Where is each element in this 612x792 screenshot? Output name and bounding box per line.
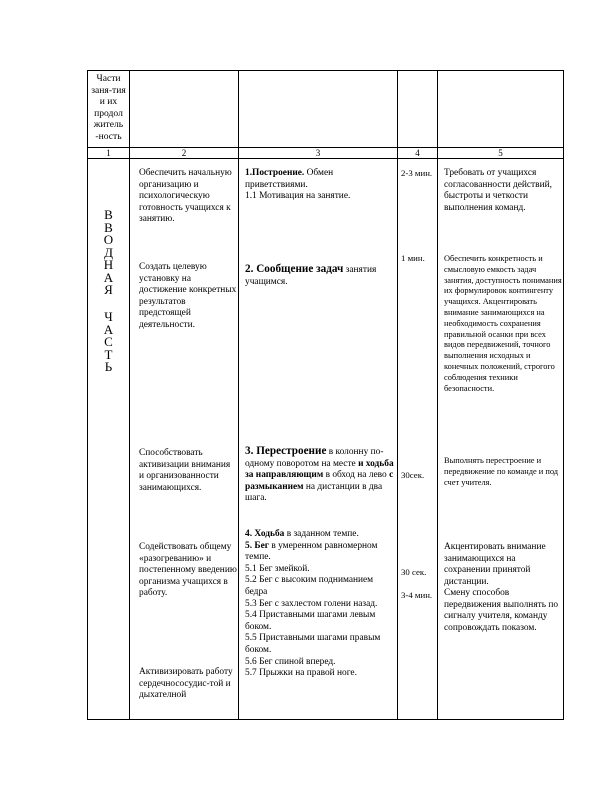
step-5-text: в умеренном равномерном темпе.	[245, 540, 378, 563]
section-title-word-2	[88, 311, 129, 374]
column-number-3: 3	[239, 148, 398, 159]
header-cell-parts	[88, 71, 130, 148]
step-2-text: занятия учащимся.	[245, 265, 377, 287]
method-note-1: Требовать от учащихся согласованности действий, быстроты и четкости выполнения команд.	[444, 168, 552, 213]
dosage-1: 2-3 мин.	[401, 168, 433, 178]
method-note-2: Обеспечить конкретность и смысловую емкость задач занятия, доступность понимания их формулировок контингенту учащихся. Акцентировать внимание занимающихся на необходимость сохранения правильной осанки при всех видов передвижений, точного выполнения исходных и конечных положений, строгого соблюдения техники безопасности.	[444, 254, 562, 393]
step-1-text: Обмен приветствиями.	[245, 168, 334, 190]
step-5-1: 5.1 Бег змейкой.	[245, 563, 310, 574]
step-1	[245, 168, 397, 203]
step-5-4: 5.4 Приставными шагами левым боком.	[245, 610, 376, 632]
column-number-2: 2	[130, 148, 239, 159]
step-3-title: 3. Перестроение	[245, 445, 327, 457]
goal-1: Обеспечить начальную организацию и психологическую готовность учащихся к занятию.	[139, 168, 232, 225]
header-cell-2	[130, 71, 239, 148]
step-3-text-1: в колонну по-одному поворотом на месте	[245, 447, 384, 469]
step-3-bold-2: и ходьба за направляющим	[245, 458, 394, 481]
header-row	[88, 71, 564, 148]
dosage-4: 30 сек.	[401, 567, 427, 577]
header-cell-3	[239, 71, 398, 148]
section-title-vertical-1: В В О Д Н А Я	[103, 207, 114, 297]
step-5-5: 5.5 Приставными шагами правым боком.	[245, 633, 381, 655]
method-note-5: Смену способов передвижения выполнять по сигналу учителя, команду сопровождать показом.	[444, 588, 559, 633]
column-number-1: 1	[88, 148, 130, 159]
methods-cell	[438, 159, 564, 720]
column-number-5: 5	[438, 148, 564, 159]
intro-part-row	[88, 159, 564, 720]
dosage-2: 1 мин.	[401, 253, 425, 263]
step-5-3: 5.3 Бег с захлестом голени назад.	[245, 598, 378, 609]
step-2	[245, 263, 397, 288]
step-5-6: 5.6 Бег спиной вперед.	[245, 656, 336, 667]
header-cell-4	[398, 71, 438, 148]
goal-2: Создать целевую установку на достижение конкретных результатов предстоящей деятельности.	[139, 262, 237, 330]
dosage-cell	[398, 159, 438, 720]
dosage-3: 30сек.	[401, 470, 425, 480]
header-cell-5	[438, 71, 564, 148]
step-3-text-3: на дистанции в два шага.	[245, 481, 383, 504]
step-5-7: 5.7 Прыжки на правой ноге.	[245, 668, 357, 679]
goal-3: Способствовать активизации внимания и организованности занимающихся.	[139, 448, 231, 493]
step-4-text: в заданном темпе.	[284, 529, 359, 539]
goal-5: Активизировать работу сердечнососудис-той и дыхателной	[139, 667, 233, 701]
step-3-text-2: в обход на лево	[323, 470, 390, 481]
dosage-5: 3-4 мин.	[401, 590, 433, 600]
content-cell	[239, 159, 398, 720]
column-number-row	[88, 148, 564, 159]
column-number-4: 4	[398, 148, 438, 159]
step-1-title: 1.Построение.	[245, 168, 305, 178]
header-parts-label: Части заня-тия и их продол житель -ность	[91, 73, 126, 142]
section-title-vertical-2: Ч А С Т Ь	[103, 309, 114, 374]
step-2-title: 2. Сообщение задач	[245, 263, 344, 275]
step-4-5	[245, 529, 397, 680]
method-note-3: Выполнять перестроение и передвижение по команде и под счет учителя.	[444, 456, 559, 487]
section-title-word-1	[88, 209, 129, 297]
step-1-sub: 1.1 Мотивация на занятие.	[245, 191, 351, 202]
step-3	[245, 445, 397, 505]
step-5-title: 5. Бег	[245, 540, 269, 551]
lesson-table	[87, 70, 564, 720]
step-4-title: 4. Ходьба	[245, 529, 285, 539]
step-3-bold-3: с размыканием	[245, 470, 394, 492]
method-note-4: Акцентировать внимание занимающихся на сохранении принятой дистанции.	[444, 542, 546, 587]
goals-cell	[130, 159, 239, 720]
goal-4: Содействовать общему «разогреванию» и постепенному введению организма учащихся в работу.	[139, 542, 237, 599]
section-title-cell	[88, 159, 130, 720]
step-5-2: 5.2 Бег с высоким подниманием бедра	[245, 575, 374, 597]
